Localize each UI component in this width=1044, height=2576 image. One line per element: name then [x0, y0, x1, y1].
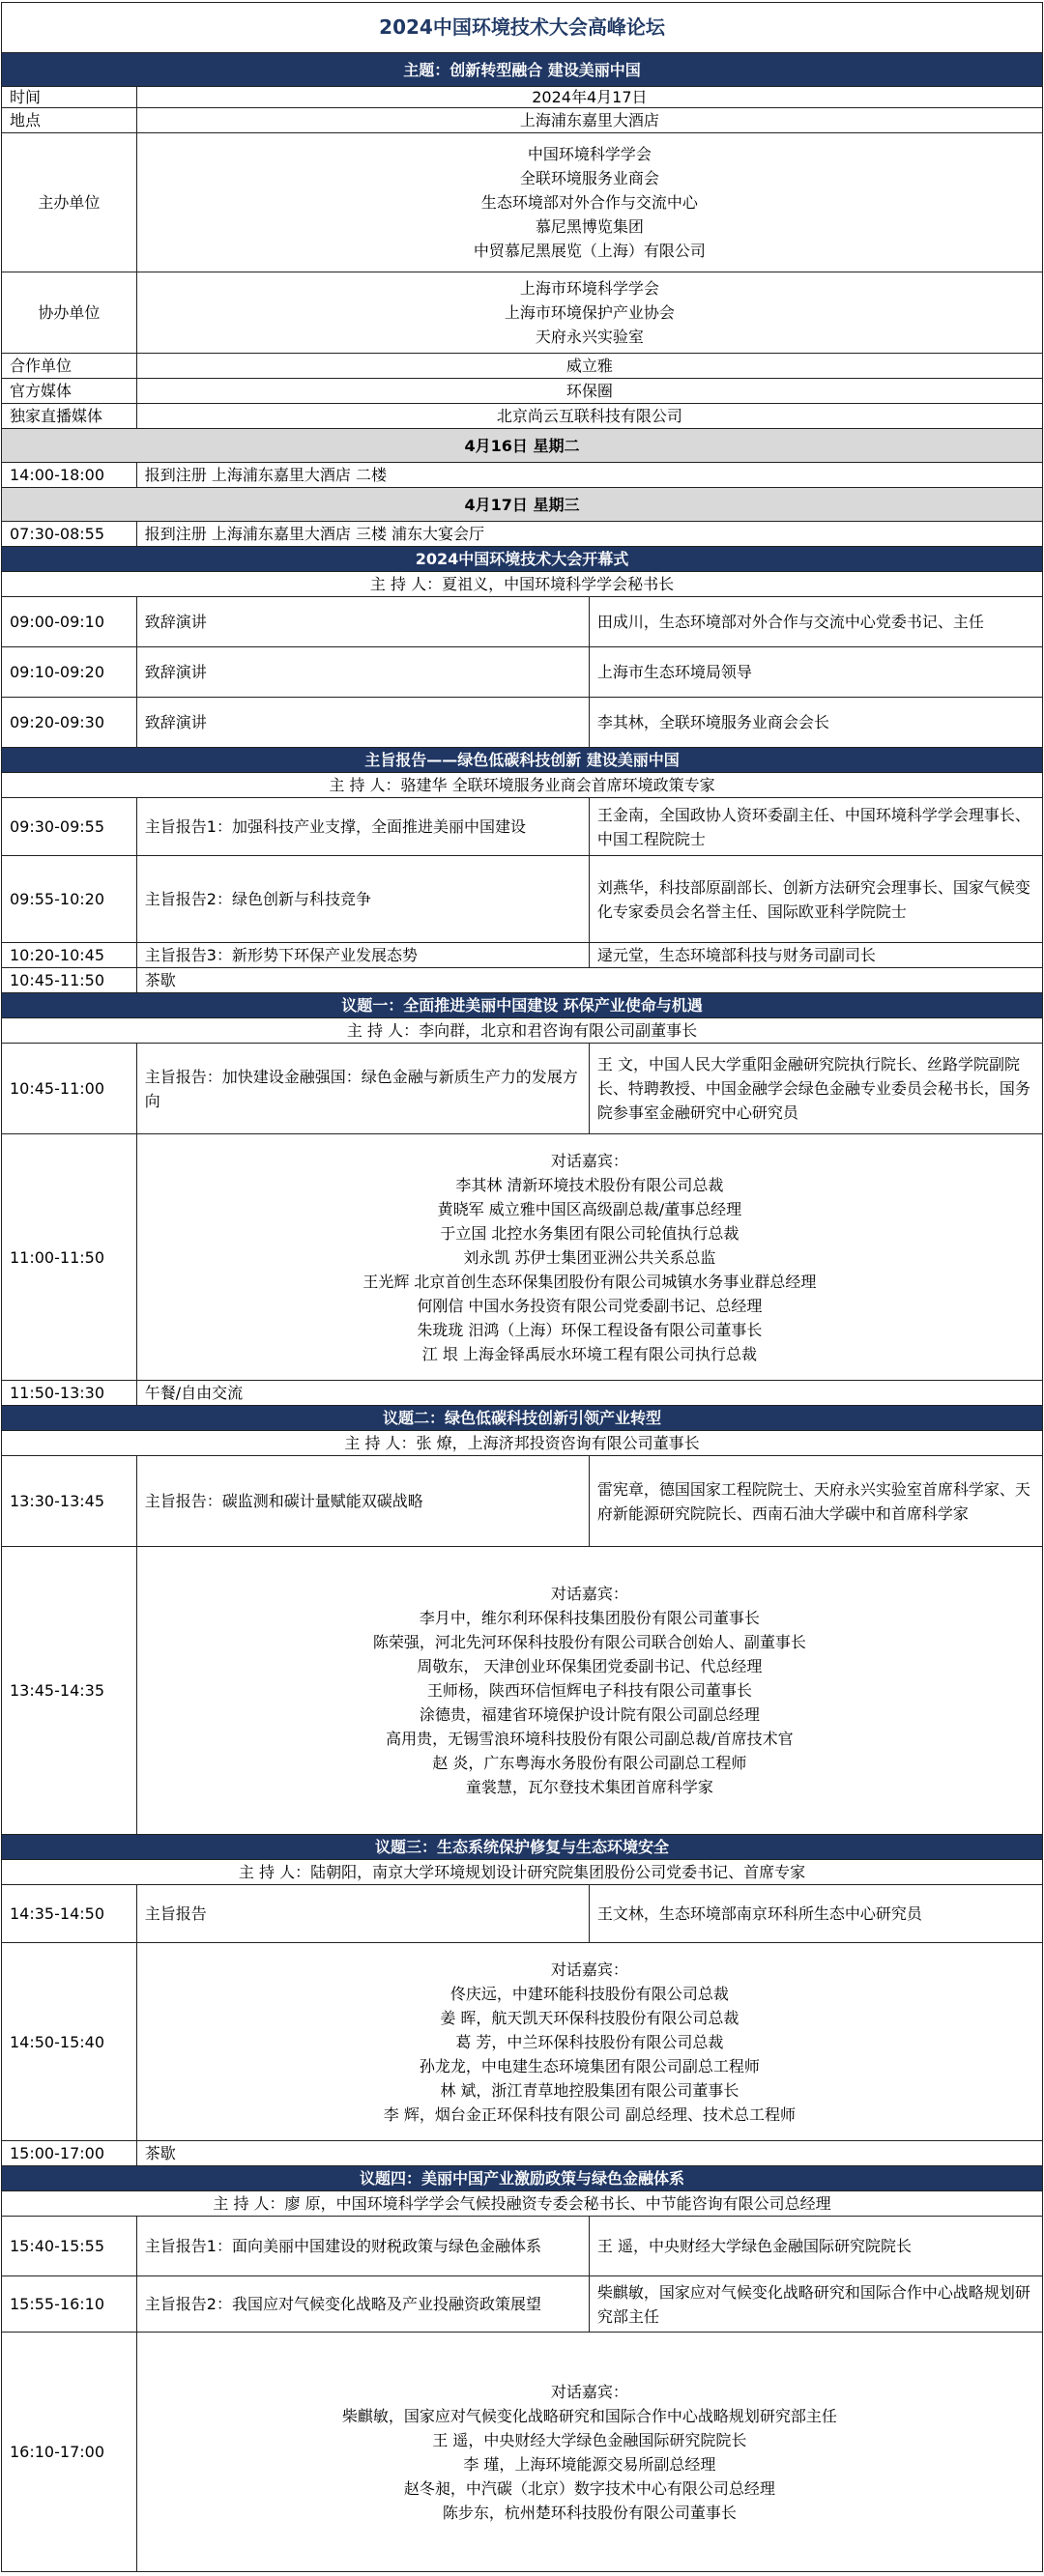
guest-item: 何刚信 中国水务投资有限公司党委副书记、总经理: [417, 1296, 763, 1315]
session-time: 13:30-13:45: [2, 1456, 137, 1546]
topic1-header-row: [2, 993, 1042, 1018]
break-time: 10:45-11:50: [2, 968, 137, 992]
info-live-row: [2, 404, 1042, 429]
keynote-host: 主 持 人：骆建华 全联环境服务业商会首席环境政策专家: [329, 776, 715, 794]
dialog-guest-list: [137, 1134, 1042, 1380]
session-speaker: 王文林，生态环境部南京环科所生态中心研究员: [596, 1904, 922, 1923]
topic1-header: 议题一：全面推进美丽中国建设 环保产业使命与机遇: [2, 993, 1042, 1017]
break-text: 茶歇: [144, 971, 176, 989]
guest-item: 葛 芳，中兰环保科技股份有限公司总裁: [455, 2032, 724, 2051]
info-venue-row: [2, 108, 1042, 133]
info-time-row: [2, 87, 1042, 108]
partner-value: 威立雅: [566, 357, 613, 375]
info-partner-row: [2, 354, 1042, 379]
session-speaker: 王 遥，中央财经大学绿色金融国际研究院院长: [596, 2237, 912, 2255]
topic3-host-row: [2, 1860, 1042, 1885]
live-label: 独家直播媒体: [2, 404, 137, 428]
info-media-row: [2, 379, 1042, 404]
keynote-header-row: [2, 748, 1042, 773]
topic4-header: 议题四：美丽中国产业激励政策与绿色金融体系: [2, 2166, 1042, 2190]
guest-item: 王 遥，中央财经大学绿色金融国际研究院院长: [432, 2430, 747, 2449]
guest-item: 佟庆远，中建环能科技股份有限公司总裁: [450, 1984, 729, 2003]
session-topic: 主旨报告：加快建设金融强国：绿色金融与新质生产力的发展方向: [137, 1044, 590, 1133]
session-speaker: 雷宪章，德国国家工程院院士、天府永兴实验室首席科学家、天府新能源研究院院长、西南石油大学碳中和首席科学家: [596, 1479, 1030, 1523]
info-host-row: [2, 133, 1042, 272]
guest-item: 李 辉，烟台金正环保科技有限公司 副总经理、技术总工程师: [383, 2104, 796, 2124]
keynote-row: [2, 798, 1042, 856]
break-time: 15:00-17:00: [2, 2141, 137, 2165]
session-topic: 主旨报告2：我国应对气候变化战略及产业投融资政策展望: [137, 2276, 590, 2332]
session-speaker: 逯元堂，生态环境部科技与财务司副司长: [596, 946, 876, 964]
page-title: 2024中国环境技术大会高峰论坛: [379, 15, 665, 39]
opening-header-row: [2, 547, 1042, 572]
lunch-row: [2, 1381, 1042, 1406]
guest-item: 陈步东，杭州楚环科技股份有限公司董事长: [442, 2503, 737, 2522]
topic2-host: 主 持 人：张 燎，上海济邦投资咨询有限公司董事长: [344, 1434, 700, 1452]
session-speaker: 柴麒敏，国家应对气候变化战略研究和国际合作中心战略规划研究部主任: [596, 2282, 1030, 2326]
partner-label: 合作单位: [2, 354, 137, 378]
host-item: 中国环境科学学会: [527, 145, 652, 163]
lunch-text: 午餐/自由交流: [144, 1384, 244, 1402]
topic2-header: 议题二：绿色低碳科技创新引领产业转型: [2, 1406, 1042, 1430]
venue-label: 地点: [2, 108, 137, 132]
topic2-host-row: [2, 1431, 1042, 1456]
day1-time: 14:00-18:00: [2, 463, 137, 487]
dialog-title: 对话嘉宾：: [550, 1960, 628, 1979]
host-label: 主办单位: [2, 133, 137, 272]
session-speaker: 王 文，中国人民大学重阳金融研究院执行院长、丝路学院副院长、特聘教授、中国金融学会绿色金融专业委员会秘书长，国务院参事室金融研究中心研究员: [596, 1055, 1030, 1122]
guest-item: 李其林 清新环境技术股份有限公司总裁: [455, 1175, 724, 1194]
day2-text: 报到注册 上海浦东嘉里大酒店 三楼 浦东大宴会厅: [144, 525, 485, 543]
host-list: [137, 133, 1042, 272]
co-item: 天府永兴实验室: [535, 328, 644, 346]
guest-item: 王师杨，陕西环信恒辉电子科技有限公司董事长: [426, 1681, 752, 1700]
session-speaker: 王金南，全国政协人资环委副主任、中国环境科学学会理事长、中国工程院院士: [596, 805, 1030, 848]
topic3-header: 议题三：生态系统保护修复与生态环境安全: [2, 1835, 1042, 1859]
title-row: [2, 3, 1042, 53]
session-time: 13:45-14:35: [2, 1547, 137, 1834]
day1-registration-row: [2, 463, 1042, 488]
topic3-host: 主 持 人：陆朝阳，南京大学环境规划设计研究院集团股份公司党委书记、首席专家: [238, 1863, 806, 1881]
day2-header: 4月17日 星期三: [2, 488, 1042, 521]
session-topic: 主旨报告2：绿色创新与科技竞争: [137, 856, 590, 942]
co-item: 上海市环境科学学会: [519, 279, 659, 298]
topic1-host-row: [2, 1018, 1042, 1044]
topic3-report-row: [2, 1885, 1042, 1943]
co-label: 协办单位: [2, 272, 137, 353]
session-time: 14:50-15:40: [2, 1943, 137, 2140]
session-time: 09:20-09:30: [2, 698, 137, 747]
session-time: 11:00-11:50: [2, 1134, 137, 1380]
guest-item: 李 瑾，上海环境能源交易所副总经理: [463, 2454, 716, 2474]
host-item: 中贸慕尼黑展览（上海）有限公司: [473, 242, 706, 260]
dialog-guest-list: [137, 2333, 1042, 2571]
break-row: [2, 968, 1042, 993]
session-time: 09:30-09:55: [2, 798, 137, 855]
opening-host: 主 持 人：夏祖义，中国环境科学学会秘书长: [369, 575, 675, 593]
topic1-host: 主 持 人：李向群，北京和君咨询有限公司副董事长: [346, 1021, 698, 1040]
day1-header: 4月16日 星期二: [2, 429, 1042, 462]
topic3-dialog-row: [2, 1943, 1042, 2141]
session-time: 10:45-11:00: [2, 1044, 137, 1133]
guest-item: 赵 炎，广东粤海水务股份有限公司副总工程师: [432, 1754, 747, 1772]
session-topic: 主旨报告1：面向美丽中国建设的财税政策与绿色金融体系: [137, 2217, 590, 2275]
venue-value: 上海浦东嘉里大酒店: [519, 111, 659, 129]
topic4-host: 主 持 人：廖 原，中国环境科学学会气候投融资专委会秘书长、中节能咨询有限公司总经理: [213, 2194, 831, 2213]
co-item: 上海市环境保护产业协会: [504, 303, 675, 322]
guest-item: 周敬东， 天津创业环保集团党委副书记、代总经理: [417, 1657, 763, 1675]
session-topic: 主旨报告1：加强科技产业支撑，全面推进美丽中国建设: [137, 798, 590, 855]
guest-item: 童裳慧，瓦尔登技术集团首席科学家: [465, 1778, 713, 1796]
session-speaker: 上海市生态环境局领导: [596, 663, 752, 681]
topic1-dialog-row: [2, 1134, 1042, 1381]
day2-time: 07:30-08:55: [2, 522, 137, 546]
theme-row: [2, 53, 1042, 87]
agenda-table: [1, 2, 1043, 2572]
opening-row: [2, 597, 1042, 647]
break-row: [2, 2141, 1042, 2166]
session-speaker: 刘燕华，科技部原副部长、创新方法研究会理事长、国家气候变化专家委员会名誉主任、国际欧亚科学院院士: [596, 877, 1030, 921]
live-value: 北京尚云互联科技有限公司: [496, 407, 682, 425]
session-topic: 致辞演讲: [137, 647, 590, 697]
guest-item: 黄晓军 威立雅中国区高级副总裁/董事总经理: [437, 1199, 742, 1218]
day1-header-row: [2, 429, 1042, 463]
guest-item: 涂德贵，福建省环境保护设计院有限公司副总经理: [419, 1705, 760, 1724]
session-topic: 主旨报告: [137, 1885, 590, 1942]
session-speaker: 田成川，生态环境部对外合作与交流中心党委书记、主任: [596, 613, 984, 631]
dialog-title: 对话嘉宾：: [550, 1151, 628, 1170]
media-label: 官方媒体: [2, 379, 137, 403]
guest-item: 高用贵，无锡雪浪环境科技股份有限公司副总裁/首席技术官: [386, 1730, 794, 1748]
topic2-report-row: [2, 1456, 1042, 1547]
guest-item: 林 斌，浙江青草地控股集团有限公司董事长: [440, 2080, 740, 2100]
session-topic: 致辞演讲: [137, 597, 590, 646]
keynote-row: [2, 856, 1042, 943]
session-time: 09:55-10:20: [2, 856, 137, 942]
time-label: 时间: [2, 87, 137, 107]
guest-item: 于立国 北控水务集团有限公司轮值执行总裁: [440, 1223, 740, 1243]
session-speaker: 李其林，全联环境服务业商会会长: [596, 713, 829, 731]
guest-item: 孙龙龙，中电建生态环境集团有限公司副总工程师: [419, 2056, 760, 2075]
keynote-host-row: [2, 773, 1042, 798]
session-time: 10:20-10:45: [2, 943, 137, 967]
topic4-header-row: [2, 2166, 1042, 2191]
day1-text: 报到注册 上海浦东嘉里大酒店 二楼: [144, 466, 387, 484]
opening-row: [2, 647, 1042, 698]
session-time: 15:55-16:10: [2, 2276, 137, 2332]
session-topic: 主旨报告3：新形势下环保产业发展态势: [137, 943, 590, 967]
session-time: 15:40-15:55: [2, 2217, 137, 2275]
guest-item: 王光辉 北京首创生态环保集团股份有限公司城镇水务事业群总经理: [362, 1272, 817, 1291]
guest-item: 柴麒敏，国家应对气候变化战略研究和国际合作中心战略规划研究部主任: [341, 2406, 837, 2425]
theme-banner: 主题：创新转型融合 建设美丽中国: [2, 53, 1042, 86]
topic4-report-row: [2, 2276, 1042, 2333]
guest-item: 朱珑珑 汨鸿（上海）环保工程设备有限公司董事长: [417, 1320, 763, 1339]
co-list: [137, 272, 1042, 353]
lunch-time: 11:50-13:30: [2, 1381, 137, 1405]
break-text: 茶歇: [144, 2144, 176, 2162]
dialog-title: 对话嘉宾：: [550, 1585, 628, 1603]
keynote-row: [2, 943, 1042, 968]
media-value: 环保圈: [566, 382, 613, 400]
host-item: 慕尼黑博览集团: [535, 217, 644, 236]
topic2-header-row: [2, 1406, 1042, 1431]
topic4-dialog-row: [2, 2333, 1042, 2571]
session-time: 16:10-17:00: [2, 2333, 137, 2571]
opening-host-row: [2, 572, 1042, 597]
guest-item: 陈荣强，河北先河环保科技股份有限公司联合创始人、副董事长: [372, 1633, 806, 1651]
dialog-guest-list: [137, 1547, 1042, 1834]
guest-item: 姜 晖，航天凯天环保科技股份有限公司总裁: [440, 2008, 740, 2027]
session-time: 14:35-14:50: [2, 1885, 137, 1942]
guest-item: 李月中，维尔利环保科技集团股份有限公司董事长: [419, 1609, 760, 1627]
guest-item: 江 垠 上海金铎禹辰水环境工程有限公司执行总裁: [421, 1344, 757, 1363]
topic3-header-row: [2, 1835, 1042, 1860]
session-time: 09:00-09:10: [2, 597, 137, 646]
time-value: 2024年4月17日: [532, 88, 648, 106]
session-topic: 主旨报告：碳监测和碳计量赋能双碳战略: [137, 1456, 590, 1546]
guest-item: 刘永凯 苏伊士集团亚洲公共关系总监: [463, 1247, 716, 1267]
dialog-guest-list: [137, 1943, 1042, 2140]
host-item: 生态环境部对外合作与交流中心: [480, 193, 698, 212]
topic2-dialog-row: [2, 1547, 1042, 1835]
opening-row: [2, 698, 1042, 748]
topic4-host-row: [2, 2191, 1042, 2217]
session-topic: 致辞演讲: [137, 698, 590, 747]
topic4-report-row: [2, 2217, 1042, 2276]
day2-registration-row: [2, 522, 1042, 547]
opening-header: 2024中国环境技术大会开幕式: [2, 547, 1042, 571]
topic1-report-row: [2, 1044, 1042, 1134]
day2-header-row: [2, 488, 1042, 522]
keynote-header: 主旨报告——绿色低碳科技创新 建设美丽中国: [2, 748, 1042, 772]
host-item: 全联环境服务业商会: [519, 169, 659, 187]
guest-item: 赵冬昶，中汽碳（北京）数字技术中心有限公司总经理: [403, 2478, 775, 2498]
info-co-row: [2, 272, 1042, 354]
dialog-title: 对话嘉宾：: [550, 2382, 628, 2401]
session-time: 09:10-09:20: [2, 647, 137, 697]
